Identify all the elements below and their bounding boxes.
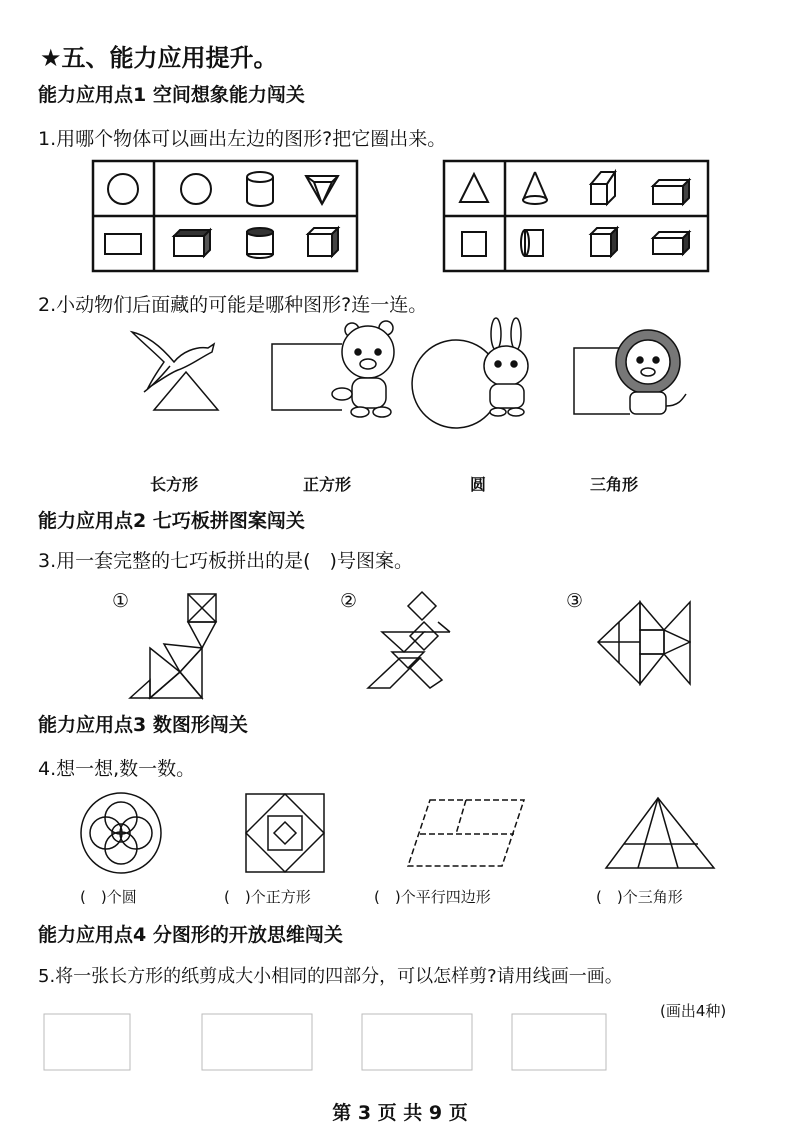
question-3-text: 3.用一套完整的七巧板拼出的是( )号图案。 [38, 550, 413, 572]
cylinder-side-object [521, 230, 543, 256]
pyramid-object [306, 176, 338, 204]
answer-rectangle-2 [202, 1014, 312, 1070]
house-prism-object [591, 172, 615, 204]
tangram-fish-icon [598, 602, 690, 684]
pattern-number-2: ② [340, 590, 358, 612]
answer-rectangle-4 [512, 1014, 606, 1070]
section-heading-4: 能力应用点4 分图形的开放思维闯关 [38, 924, 343, 946]
bird-icon [132, 332, 214, 392]
q1-left-table [92, 160, 358, 272]
cylinder-object-2 [247, 228, 273, 258]
cuboid-object-3 [653, 180, 689, 204]
triangle-shape [460, 174, 488, 202]
square-shape [462, 232, 486, 256]
hidden-circle [412, 340, 490, 428]
cube-object-2 [591, 228, 617, 256]
option-rectangle: 长方形 [150, 475, 199, 494]
answer-rectangle-3 [362, 1014, 472, 1070]
pattern-number-3: ③ [566, 590, 584, 612]
section-heading-3: 能力应用点3 数图形闯关 [38, 714, 248, 736]
cone-object [523, 172, 547, 204]
cylinder-object [247, 172, 273, 206]
hidden-rectangle [272, 344, 342, 410]
pattern-number-1: ① [112, 590, 130, 612]
lion-icon [616, 330, 686, 414]
caption-triangles: ( )个三角形 [596, 888, 683, 906]
sphere-object [181, 174, 211, 204]
option-triangle: 三角形 [590, 475, 639, 494]
rectangle-shape [105, 234, 141, 254]
question-2-text: 2.小动物们后面藏的可能是哪种图形?连一连。 [38, 294, 428, 316]
cuboid-object-1 [174, 230, 210, 256]
cube-object [308, 228, 338, 256]
circle-shape [108, 174, 138, 204]
q2-animals [130, 322, 700, 422]
tangram-patterns [120, 588, 700, 700]
bear-icon [332, 321, 394, 417]
section-heading-2: 能力应用点2 七巧板拼图案闯关 [38, 510, 305, 532]
answer-rectangle-1 [44, 1014, 130, 1070]
option-circle: 圆 [470, 475, 487, 494]
counting-figures [78, 792, 718, 874]
caption-circles: ( )个圆 [80, 888, 137, 906]
tangram-cat-icon [130, 594, 216, 698]
parallelograms-figure [408, 800, 524, 866]
section-heading-1: 能力应用点1 空间想象能力闯关 [38, 84, 305, 106]
question-1-text: 1.用哪个物体可以画出左边的图形?把它圈出来。 [38, 128, 447, 150]
squares-figure [246, 794, 324, 872]
page-title: ★五、能力应用提升。 [40, 44, 278, 72]
draw-count-note: (画出4种) [660, 1002, 727, 1020]
question-4-text: 4.想一想,数一数。 [38, 758, 196, 780]
rabbit-icon [484, 318, 528, 416]
triangles-figure [606, 798, 714, 868]
page-footer: 第 3 页 共 9 页 [332, 1102, 468, 1124]
circles-figure [81, 793, 161, 873]
cuboid-object-4 [653, 232, 689, 254]
question-5-text: 5.将一张长方形的纸剪成大小相同的四部分，可以怎样剪?请用线画一画。 [38, 966, 623, 987]
caption-parallelograms: ( )个平行四边形 [374, 888, 491, 906]
option-square: 正方形 [303, 475, 352, 494]
tangram-runner-icon [368, 592, 450, 688]
q1-right-table [443, 160, 709, 272]
answer-rectangles[interactable] [42, 1010, 610, 1072]
caption-squares: ( )个正方形 [224, 888, 311, 906]
